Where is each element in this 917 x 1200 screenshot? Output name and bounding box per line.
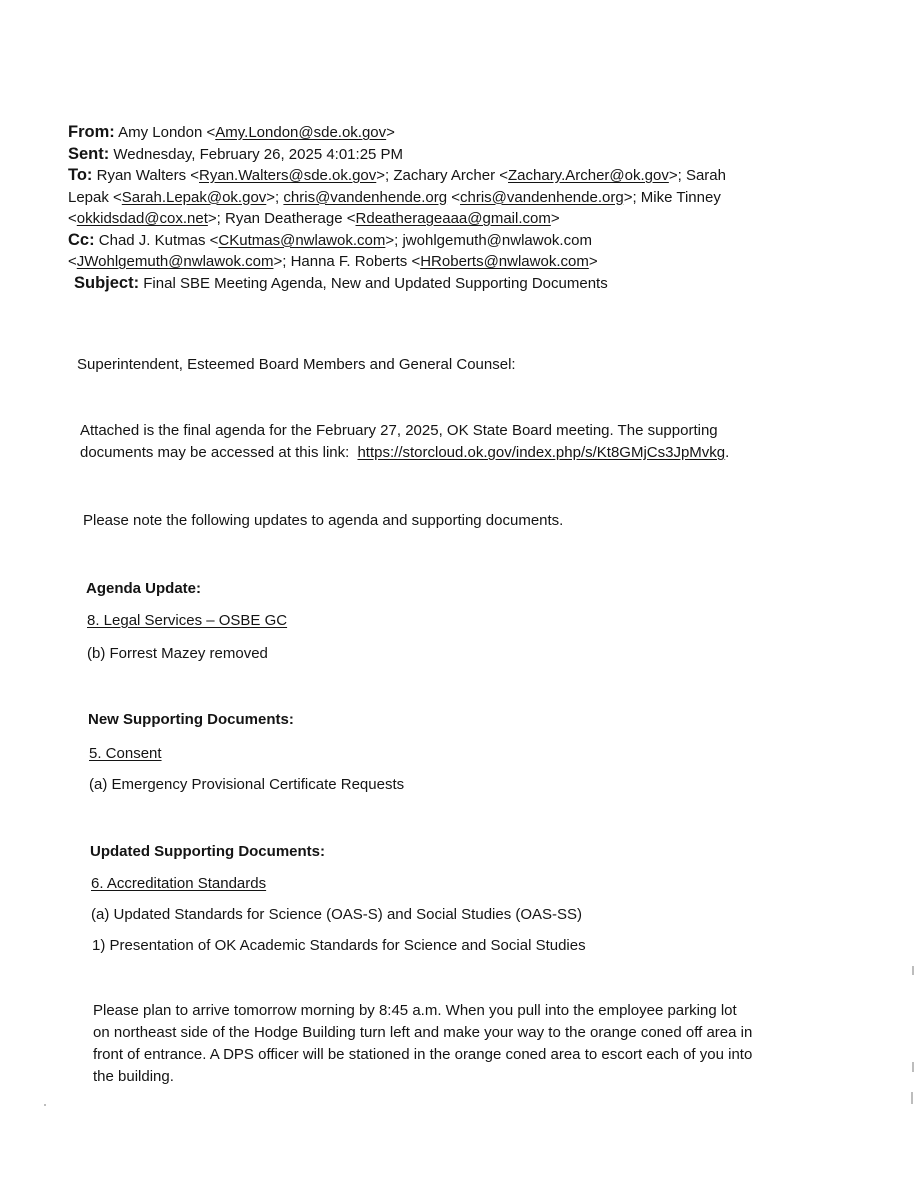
- scan-mark: [44, 1104, 46, 1106]
- cc-email-link[interactable]: HRoberts@nwlawok.com: [420, 253, 589, 270]
- from-email-link[interactable]: Amy.London@sde.ok.gov: [215, 124, 387, 141]
- to-email-link[interactable]: Sarah.Lepak@ok.gov: [121, 188, 267, 206]
- cc-text: <: [68, 253, 77, 270]
- sent-label: Sent:: [68, 144, 110, 163]
- to-text: >;: [266, 188, 280, 206]
- sent-value: Wednesday, February 26, 2025 4:01:25 PM: [113, 145, 404, 163]
- cc-line-continued: [68, 251, 788, 273]
- intro-line: [80, 442, 729, 464]
- intro-paragraph: [80, 420, 729, 464]
- subject-value: Final SBE Meeting Agenda, New and Updated Supporting Documents: [143, 274, 608, 292]
- to-email-link[interactable]: Rdeatherageaaa@gmail.com: [355, 210, 551, 227]
- from-name: Amy London: [118, 124, 203, 141]
- cc-text: Chad J. Kutmas <: [98, 231, 219, 249]
- salutation: Superintendent, Esteemed Board Members and General Counsel:: [77, 356, 516, 373]
- scan-mark: [912, 966, 914, 975]
- scan-mark: [911, 1092, 913, 1104]
- to-text: >; Ryan Deatherage <: [207, 210, 356, 227]
- email-header: [68, 122, 788, 294]
- agenda-sub-item: (b) Forrest Mazey removed: [87, 645, 268, 662]
- intro-text: documents may be accessed at this link:: [80, 444, 350, 461]
- new-supporting-docs-heading: New Supporting Documents:: [88, 711, 294, 728]
- to-label: To:: [68, 166, 93, 184]
- cc-text: >; Hanna F. Roberts <: [273, 253, 421, 270]
- closing-line: Please plan to arrive tomorrow morning by 8:45 a.m. When you pull into the employee parking lot: [93, 1002, 737, 1019]
- intro-line: Attached is the final agenda for the February 27, 2025, OK State Board meeting. The supporting: [80, 422, 718, 439]
- to-text: >: [550, 210, 560, 227]
- to-text: <: [447, 188, 461, 206]
- to-text: Ryan Walters <: [96, 167, 200, 184]
- to-line-continued: [68, 208, 788, 230]
- to-email-link[interactable]: okkidsdad@cox.net: [76, 210, 208, 227]
- closing-line: front of entrance. A DPS officer will be stationed in the orange coned area to escort each of you into: [93, 1046, 753, 1063]
- cc-label: Cc:: [68, 230, 95, 249]
- updated-item-accreditation: 6. Accreditation Standards: [91, 875, 267, 892]
- cc-text: >; jwohlgemuth@nwlawok.com: [385, 231, 592, 249]
- to-text: <: [68, 210, 77, 227]
- sent-line: [68, 144, 788, 166]
- storcloud-link[interactable]: https://storcloud.ok.gov/index.php/s/Kt8GMjCs3JpMvkg: [357, 444, 726, 461]
- cc-email-link[interactable]: CKutmas@nwlawok.com: [218, 231, 386, 249]
- new-sub-item: (a) Emergency Provisional Certificate Requests: [89, 776, 405, 793]
- agenda-item-legal-services: 8. Legal Services – OSBE GC: [87, 612, 288, 629]
- updated-sub-item: 1) Presentation of OK Academic Standards for Science and Social Studies: [92, 937, 586, 954]
- from-label: From:: [68, 123, 115, 141]
- updated-sub-item: (a) Updated Standards for Science (OAS-S) and Social Studies (OAS-SS): [91, 906, 583, 923]
- to-text: Lepak <: [68, 188, 122, 206]
- subject-line: [68, 273, 788, 295]
- closing-paragraph: [93, 1000, 752, 1088]
- from-line: From: Amy London <Amy.London@sde.ok.gov>: [68, 123, 395, 141]
- closing-line: on northeast side of the Hodge Building turn left and make your way to the orange coned off area in: [93, 1024, 753, 1041]
- to-email-link[interactable]: Zachary.Archer@ok.gov: [508, 167, 669, 184]
- to-email-link[interactable]: chris@vandenhende.org: [283, 188, 448, 206]
- to-email-link[interactable]: Ryan.Walters@sde.ok.gov: [199, 167, 377, 184]
- subject-label: Subject:: [74, 273, 140, 292]
- to-line-continued: [68, 187, 788, 209]
- agenda-update-heading: Agenda Update:: [86, 580, 202, 597]
- to-text: >; Zachary Archer <: [376, 167, 508, 184]
- updated-supporting-docs-heading: Updated Supporting Documents:: [90, 843, 325, 860]
- to-line: [68, 165, 788, 187]
- closing-line: the building.: [93, 1068, 174, 1085]
- new-item-consent: 5. Consent: [89, 745, 162, 762]
- cc-email-link[interactable]: JWohlgemuth@nwlawok.com: [76, 253, 274, 270]
- scan-mark: [912, 1062, 914, 1072]
- to-text: >; Mike Tinney: [623, 188, 721, 206]
- intro-text: .: [725, 444, 730, 461]
- cc-line: [68, 230, 788, 252]
- to-text: >; Sarah: [668, 167, 726, 184]
- cc-text: >: [588, 253, 598, 270]
- updates-note: Please note the following updates to agenda and supporting documents.: [83, 512, 564, 529]
- to-email-link[interactable]: chris@vandenhende.org: [460, 188, 624, 206]
